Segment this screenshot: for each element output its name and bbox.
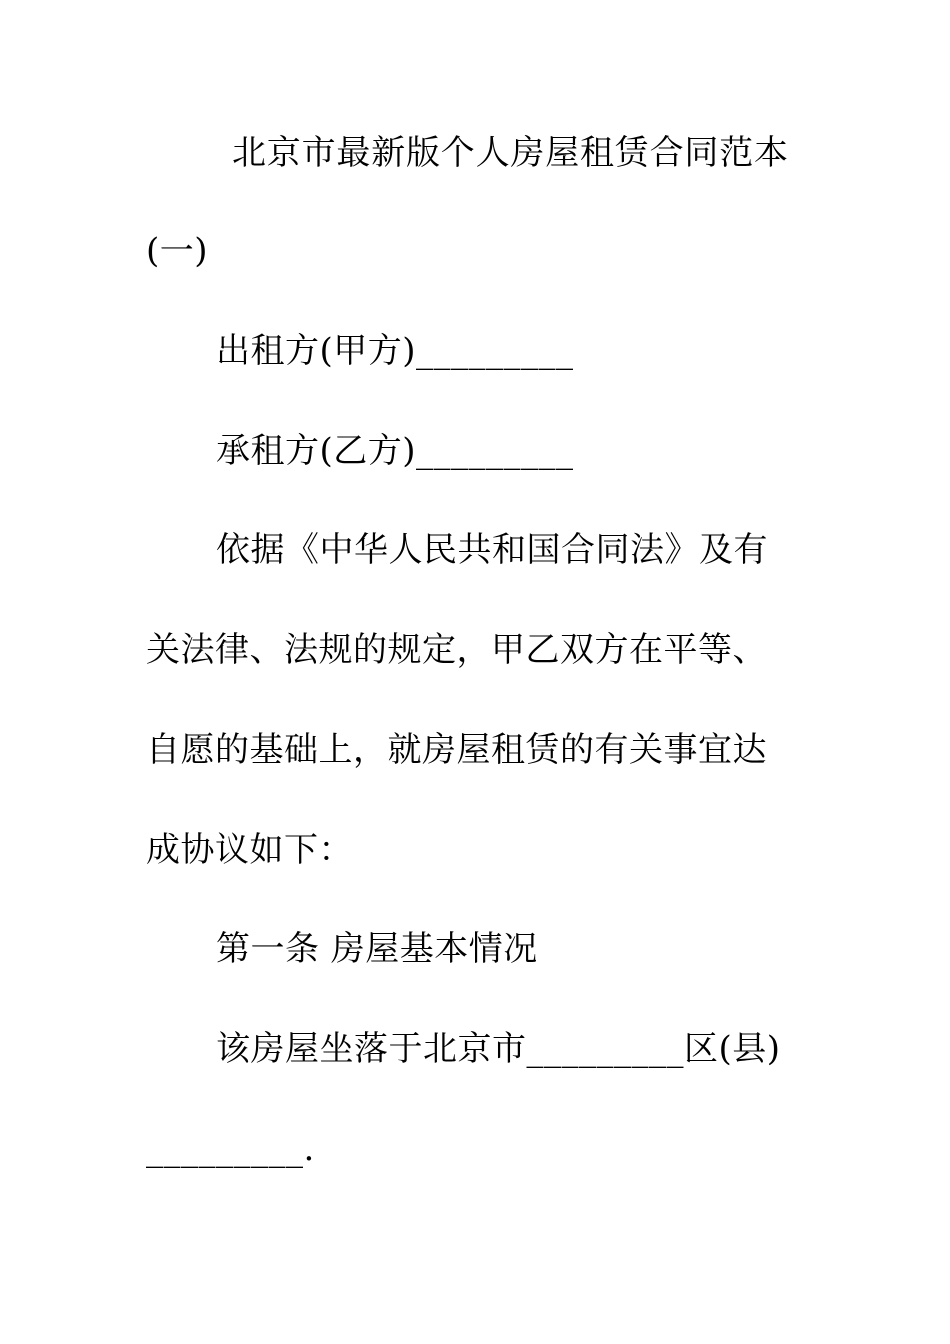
intro-paragraph-line-1: 依据《中华人民共和国合同法》及有 bbox=[216, 530, 768, 570]
lessee-line: 承租方(乙方)_________ bbox=[216, 431, 574, 471]
intro-paragraph-line-4: 成协议如下： bbox=[146, 830, 353, 870]
article-1-line-2: _________. bbox=[146, 1129, 315, 1169]
article-1-heading: 第一条 房屋基本情况 bbox=[216, 929, 538, 969]
intro-paragraph-line-2: 关法律、法规的规定，甲乙双方在平等、 bbox=[146, 630, 767, 670]
article-1-line-1: 该房屋坐落于北京市_________区(县) bbox=[216, 1029, 781, 1069]
intro-paragraph-line-3: 自愿的基础上，就房屋租赁的有关事宜达 bbox=[146, 730, 767, 770]
document-title-line-2: (一) bbox=[146, 231, 209, 271]
document-title-line-1: 北京市最新版个人房屋租赁合同范本 bbox=[232, 133, 789, 173]
lessor-line: 出租方(甲方)_________ bbox=[216, 331, 574, 371]
